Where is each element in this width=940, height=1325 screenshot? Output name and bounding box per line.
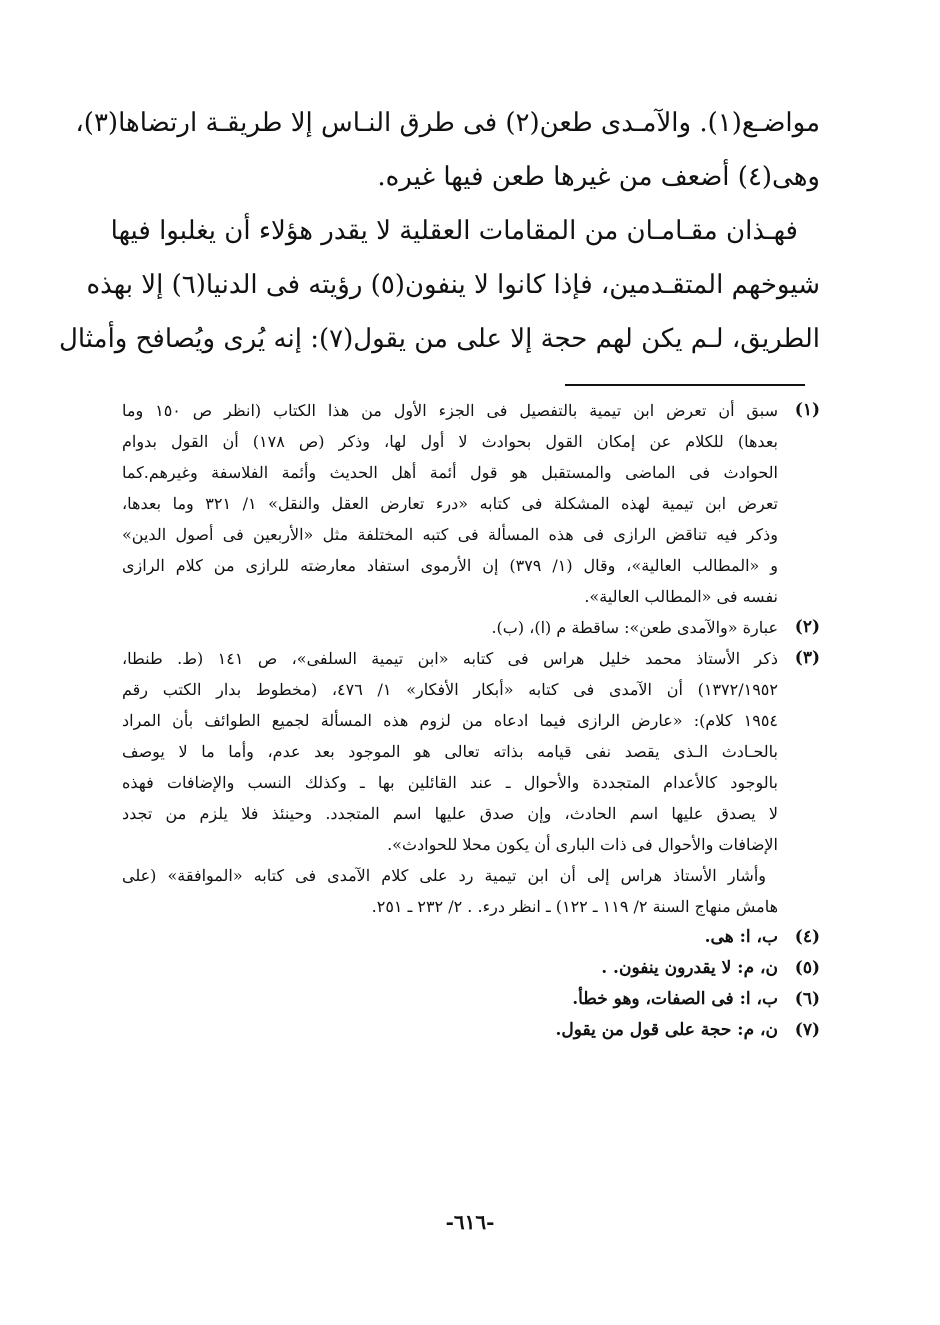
- footnote-line: و «المطالب العالية»، وقال (١/ ٣٧٩) إن الأرموى استفاد معارضته للرازى من كلام الرازى: [122, 556, 778, 575]
- footnote-number: (١): [794, 400, 820, 420]
- footnote-separator: [565, 384, 805, 386]
- footnote-number: (٤): [794, 927, 820, 947]
- footnote-line: سبق أن تعرض ابن تيمية بالتفصيل فى الجزء الأول من هذا الكتاب (انظر ص ١٥٠ وما: [122, 401, 779, 420]
- footnote-number: (٦): [794, 989, 820, 1009]
- footnote-line: ١٩٥٤ كلام): «عارض الرازى فيما ادعاه من لزوم هذه المسألة لجميع الطوائف بأن المراد: [122, 711, 778, 730]
- main-text: [58, 96, 820, 366]
- footnote-line: ن، م: لا يقدرون ينفون. .: [601, 958, 778, 978]
- footnote-line: لا يصدق عليها اسم الحادث، وإن صدق عليها اسم المتجدد. وحينئذ فلا يلزم من تجدد: [122, 804, 778, 823]
- footnote-line: بعدها) للكلام عن إمكان القول بحوادث لا أول لها، وذكر (ص ١٧٨) أن القول بدوام: [122, 432, 778, 451]
- footnote-line: هامش منهاج السنة ٢/ ١١٩ ـ ١٢٢) ـ انظر درء. . ٢/ ٢٣٢ ـ ٢٥١.: [371, 897, 778, 916]
- footnote-line: بالوجود كالأعدام المتجددة والأحوال ـ عند القائلين بها ـ وكذلك النسب والإضافات فهذه: [122, 773, 778, 792]
- footnote-1: [122, 395, 820, 612]
- footnote-line: ب، ا: فى الصفات، وهو خطأ.: [572, 989, 778, 1009]
- footnote-line: ١٣٧٢/١٩٥٢) أن الآمدى فى كتابه «أبكار الأفكار» ١/ ٤٧٦، (مخطوط بدار الكتب رقم: [122, 680, 778, 699]
- footnotes: [122, 395, 820, 1046]
- footnote-line: الإضافات والأحوال فى ذات البارى أن يكون محلا للحوادث».: [387, 835, 778, 854]
- footnote-line: عبارة «والآمدى طعن»: ساقطة م (ا)، (ب).: [491, 618, 778, 637]
- main-text-line: مواضـع(١). والآمـدى طعن(٢) فى طرق النـاس إلا طريقـة ارتضاها(٣)،: [75, 108, 820, 138]
- footnote-line: بالحـادث الـذى يقصد نفى قيامه بذاته تعالى هو الموجود بعد عدم، وأما ما لا يوصف: [122, 742, 778, 761]
- footnote-6: [122, 984, 820, 1015]
- footnote-number: (٢): [794, 617, 820, 637]
- footnote-line: تعرض ابن تيمية لهذه المشكلة فى كتابه «درء تعارض العقل والنقل» ١/ ٣٢١ وما بعدها،: [122, 494, 778, 513]
- footnote-line: الحوادث فى الماضى والمستقبل هو قول أئمة أهل الحديث وأئمة الفلاسفة وغيرهم.كما: [122, 463, 778, 482]
- page-number: -٦١٦-: [445, 1210, 495, 1234]
- footnote-line: وأشار الأستاذ هراس إلى أن ابن تيمية رد على كلام الآمدى فى كتابه «الموافقة» (على: [122, 866, 766, 885]
- footnote-line: ب، ا: هى.: [704, 927, 778, 947]
- footnote-number: (٣): [794, 648, 820, 668]
- footnote-line: ذكر الأستاذ محمد خليل هراس فى كتابه «ابن تيمية السلفى»، ص ١٤١ (ط. طنطا،: [122, 649, 778, 668]
- main-text-line: الطريق، لـم يكن لهم حجة إلا على من يقول(٧): إنه يُرى ويُصافح وأمثال: [58, 324, 820, 354]
- footnote-7: [122, 1015, 820, 1046]
- footnote-5: [122, 953, 820, 984]
- footnote-number: (٥): [794, 958, 820, 978]
- footnote-line: وذكر فيه تناقض الرازى فى هذه المسألة فى كتبه المختلفة مثل «الأربعين فى أصول الدين»: [122, 525, 778, 544]
- footnote-4: [122, 922, 820, 953]
- footnote-line: نفسه فى «المطالب العالية».: [584, 587, 778, 606]
- main-text-line: وهى(٤) أضعف من غيرها طعن فيها غيره.: [377, 162, 820, 192]
- footnote-2: [122, 612, 820, 643]
- footnote-3: [122, 643, 820, 922]
- main-text-line: شيوخهم المتقـدمين، فإذا كانوا لا ينفون(٥) رؤيته فى الدنيا(٦) إلا بهذه: [86, 270, 820, 300]
- footnote-line: ن، م: حجة على قول من يقول.: [555, 1020, 778, 1040]
- main-text-line: فهـذان مقـامـان من المقامات العقلية لا يقدر هؤلاء أن يغلبوا فيها: [110, 216, 798, 246]
- footnote-number: (٧): [794, 1020, 820, 1040]
